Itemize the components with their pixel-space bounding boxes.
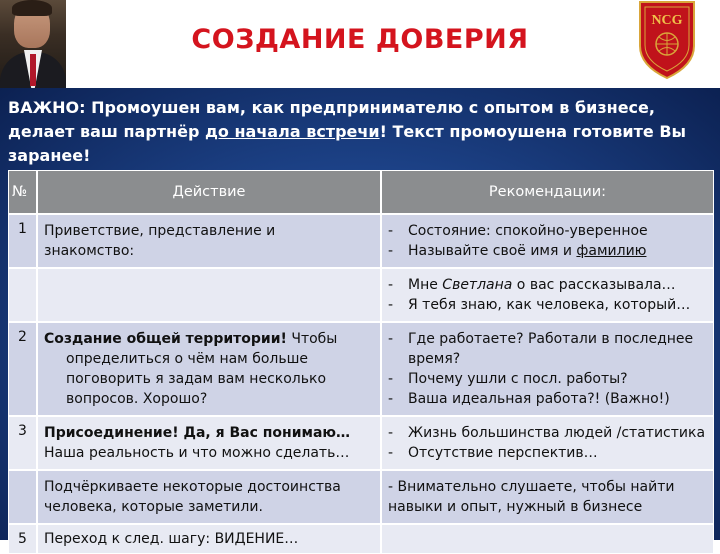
rec-italic: Светлана bbox=[442, 277, 513, 293]
slide-header bbox=[0, 0, 720, 88]
row-recommendations bbox=[381, 214, 714, 268]
row-num: 5 bbox=[8, 524, 37, 554]
row-num: 3 bbox=[8, 416, 37, 470]
note-text-end: ! Текст промоушена готовите Вы заранее! bbox=[8, 122, 686, 165]
table-row bbox=[8, 470, 714, 524]
rec-dash: - bbox=[388, 371, 394, 387]
row-num bbox=[8, 268, 37, 322]
action-line: Наша реальность и что можно сделать… bbox=[44, 445, 350, 461]
rec-item: Почему ушли с посл. работы? bbox=[408, 371, 628, 387]
ncg-logo-icon bbox=[636, 0, 698, 80]
table-row bbox=[8, 524, 714, 554]
row-recommendations bbox=[381, 524, 714, 554]
rec-dash: - bbox=[388, 243, 394, 259]
rec-item bbox=[408, 241, 646, 261]
action-line: знакомство: bbox=[44, 243, 135, 259]
row-action: Переход к след. шагу: ВИДЕНИЕ… bbox=[37, 524, 381, 554]
important-note bbox=[8, 96, 714, 168]
action-line: поговорить я задам вам несколько bbox=[66, 371, 327, 387]
row-recommendations bbox=[381, 416, 714, 470]
header-num: № bbox=[8, 170, 37, 214]
rec-item: Отсутствие перспектив… bbox=[408, 445, 598, 461]
rec-item: Я тебя знаю, как человека, который… bbox=[408, 297, 691, 313]
row-num: 2 bbox=[8, 322, 37, 416]
rec-dash: - bbox=[388, 331, 394, 347]
table-row bbox=[8, 214, 714, 268]
rec-dash: - bbox=[388, 391, 394, 407]
rec-underlined: фамилию bbox=[576, 243, 647, 259]
row-action bbox=[37, 322, 381, 416]
row-num bbox=[8, 470, 37, 524]
row-action bbox=[37, 214, 381, 268]
rec-item: Где работаете? Работали в последнее bbox=[408, 331, 694, 347]
action-line: Подчёркиваете некоторые достоинства bbox=[44, 479, 341, 495]
rec-dash: - bbox=[388, 277, 394, 293]
rec-item: - Внимательно слушаете, чтобы найти bbox=[388, 479, 675, 495]
action-line bbox=[44, 329, 374, 349]
rec-text: Мне bbox=[408, 277, 443, 293]
row-action bbox=[37, 470, 381, 524]
rec-text: Называйте своё имя и bbox=[408, 243, 577, 259]
rec-item: Состояние: спокойно-уверенное bbox=[408, 223, 648, 239]
header-recommendations: Рекомендации: bbox=[381, 170, 714, 214]
rec-item: Ваша идеальная работа?! (Важно!) bbox=[408, 391, 670, 407]
rec-dash: - bbox=[388, 223, 394, 239]
action-line: вопросов. Хорошо? bbox=[66, 391, 208, 407]
rec-dash: - bbox=[388, 425, 394, 441]
action-line: Приветствие, представление и bbox=[44, 223, 276, 239]
note-underlined: до начала встречи bbox=[204, 122, 380, 141]
row-recommendations bbox=[381, 470, 714, 524]
rec-dash: - bbox=[388, 297, 394, 313]
svg-text:NCG: NCG bbox=[651, 13, 683, 28]
row-action bbox=[37, 268, 381, 322]
trust-steps-table bbox=[8, 170, 714, 554]
header-action: Действие bbox=[37, 170, 381, 214]
row-recommendations bbox=[381, 268, 714, 322]
action-text: Чтобы bbox=[286, 331, 338, 347]
action-bold: Создание общей территории! bbox=[44, 331, 287, 347]
rec-text: о вас рассказывала… bbox=[512, 277, 676, 293]
rec-item: Жизнь большинства людей /статистика bbox=[408, 425, 706, 441]
rec-dash: - bbox=[388, 445, 394, 461]
table-row bbox=[8, 268, 714, 322]
table-row bbox=[8, 322, 714, 416]
row-action bbox=[37, 416, 381, 470]
row-num: 1 bbox=[8, 214, 37, 268]
note-text: ВАЖНО: Промоушен вам, как предпринимателю с опытом в бизнесе, делает ваш партнёр bbox=[8, 98, 655, 141]
rec-item: навыки и опыт, нужный в бизнесе bbox=[388, 499, 643, 515]
rec-item bbox=[408, 275, 676, 295]
action-line: человека, которые заметили. bbox=[44, 499, 263, 515]
table-header-row bbox=[8, 170, 714, 214]
slide-title: СОЗДАНИЕ ДОВЕРИЯ bbox=[191, 24, 529, 55]
row-recommendations bbox=[381, 322, 714, 416]
table-row bbox=[8, 416, 714, 470]
rec-item-continued: время? bbox=[408, 351, 461, 367]
action-bold: Присоединение! Да, я Вас понимаю… bbox=[44, 425, 351, 441]
action-line: определиться о чём нам больше bbox=[66, 351, 309, 367]
